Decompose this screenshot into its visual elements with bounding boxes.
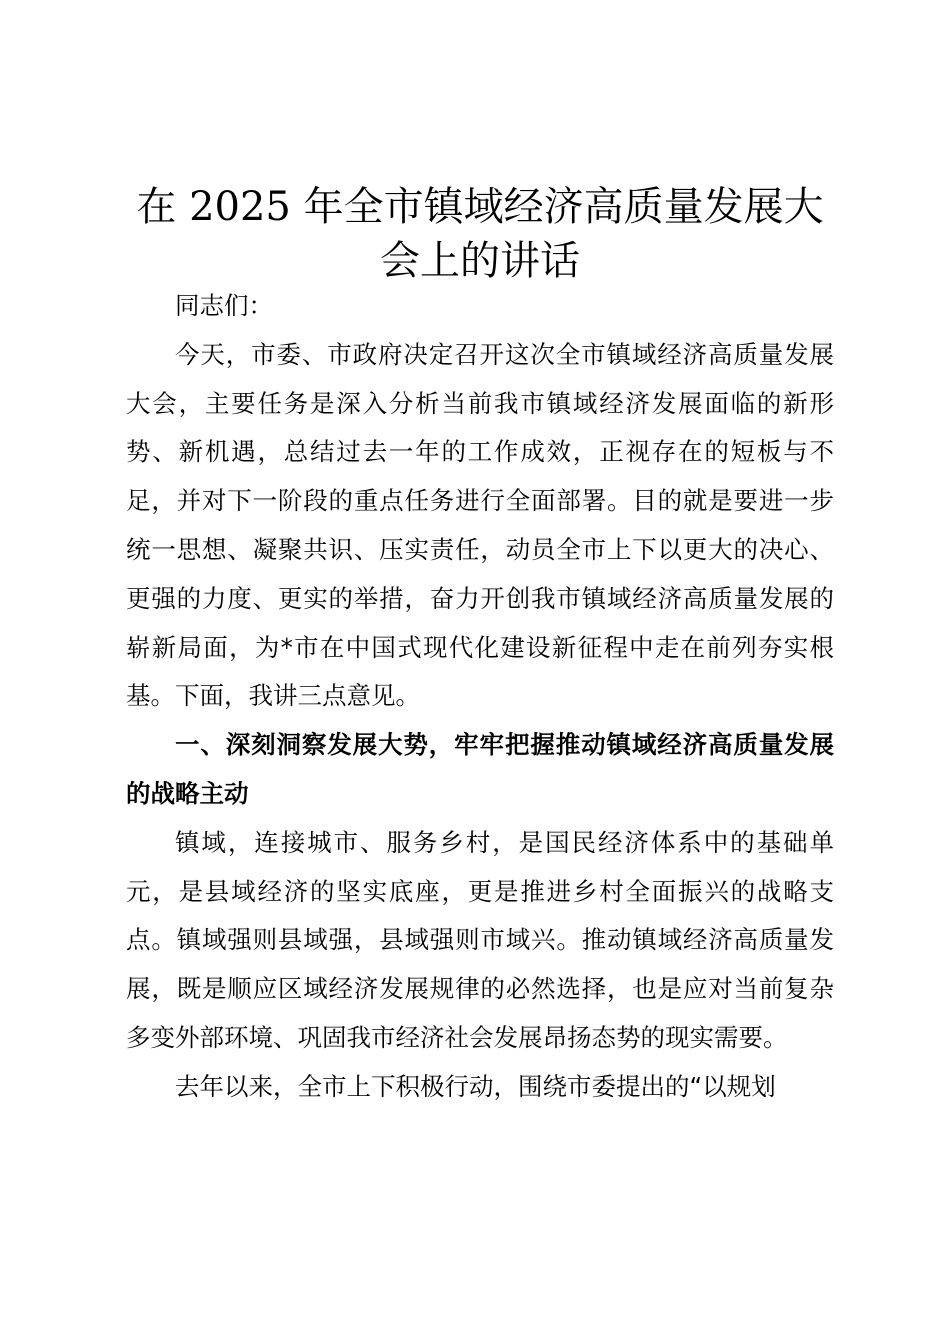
- salutation: 同志们：: [175, 291, 273, 320]
- section-heading-1: 一、深刻洞察发展大势，牢牢把握推动镇域经济高质量发展的战略主动: [126, 730, 834, 808]
- paragraph-intro: 今天，市委、市政府决定召开这次全市镇域经济高质量发展大会，主要任务是深入分析当前我市镇域经济发展面临的新形势、新机遇，总结过去一年的工作成效，正视存在的短板与不足，并对下一阶段的重点任务进行全面部署。目的就是要进一步统一思想、凝聚共识、压实责任，动员全市上下以更大的决心、更强的力度、更实的举措，奋力开创我市镇域经济高质量发展的崭新局面，为*市在中国式现代化建设新征程中走在前列夯实根基。下面，我讲三点意见。: [126, 339, 834, 711]
- paragraph-last-year: 去年以来，全市上下积极行动，围绕市委提出的“以规划: [175, 1071, 776, 1101]
- document-title: 在 2025 年全市镇域经济高质量发展大会上的讲话: [136, 184, 824, 284]
- paragraph-township-role: 镇域，连接城市、服务乡村，是国民经济体系中的基础单元，是县域经济的坚实底座，更是推进乡村全面振兴的战略支点。镇域强则县域强，县域强则市域兴。推动镇域经济高质量发展，既是顺应区域经济发展规律的必然选择，也是应对当前复杂多变外部环境、巩固我市经济社会发展昂扬态势的现实需要。: [126, 827, 834, 1052]
- document-body: [126, 282, 834, 1112]
